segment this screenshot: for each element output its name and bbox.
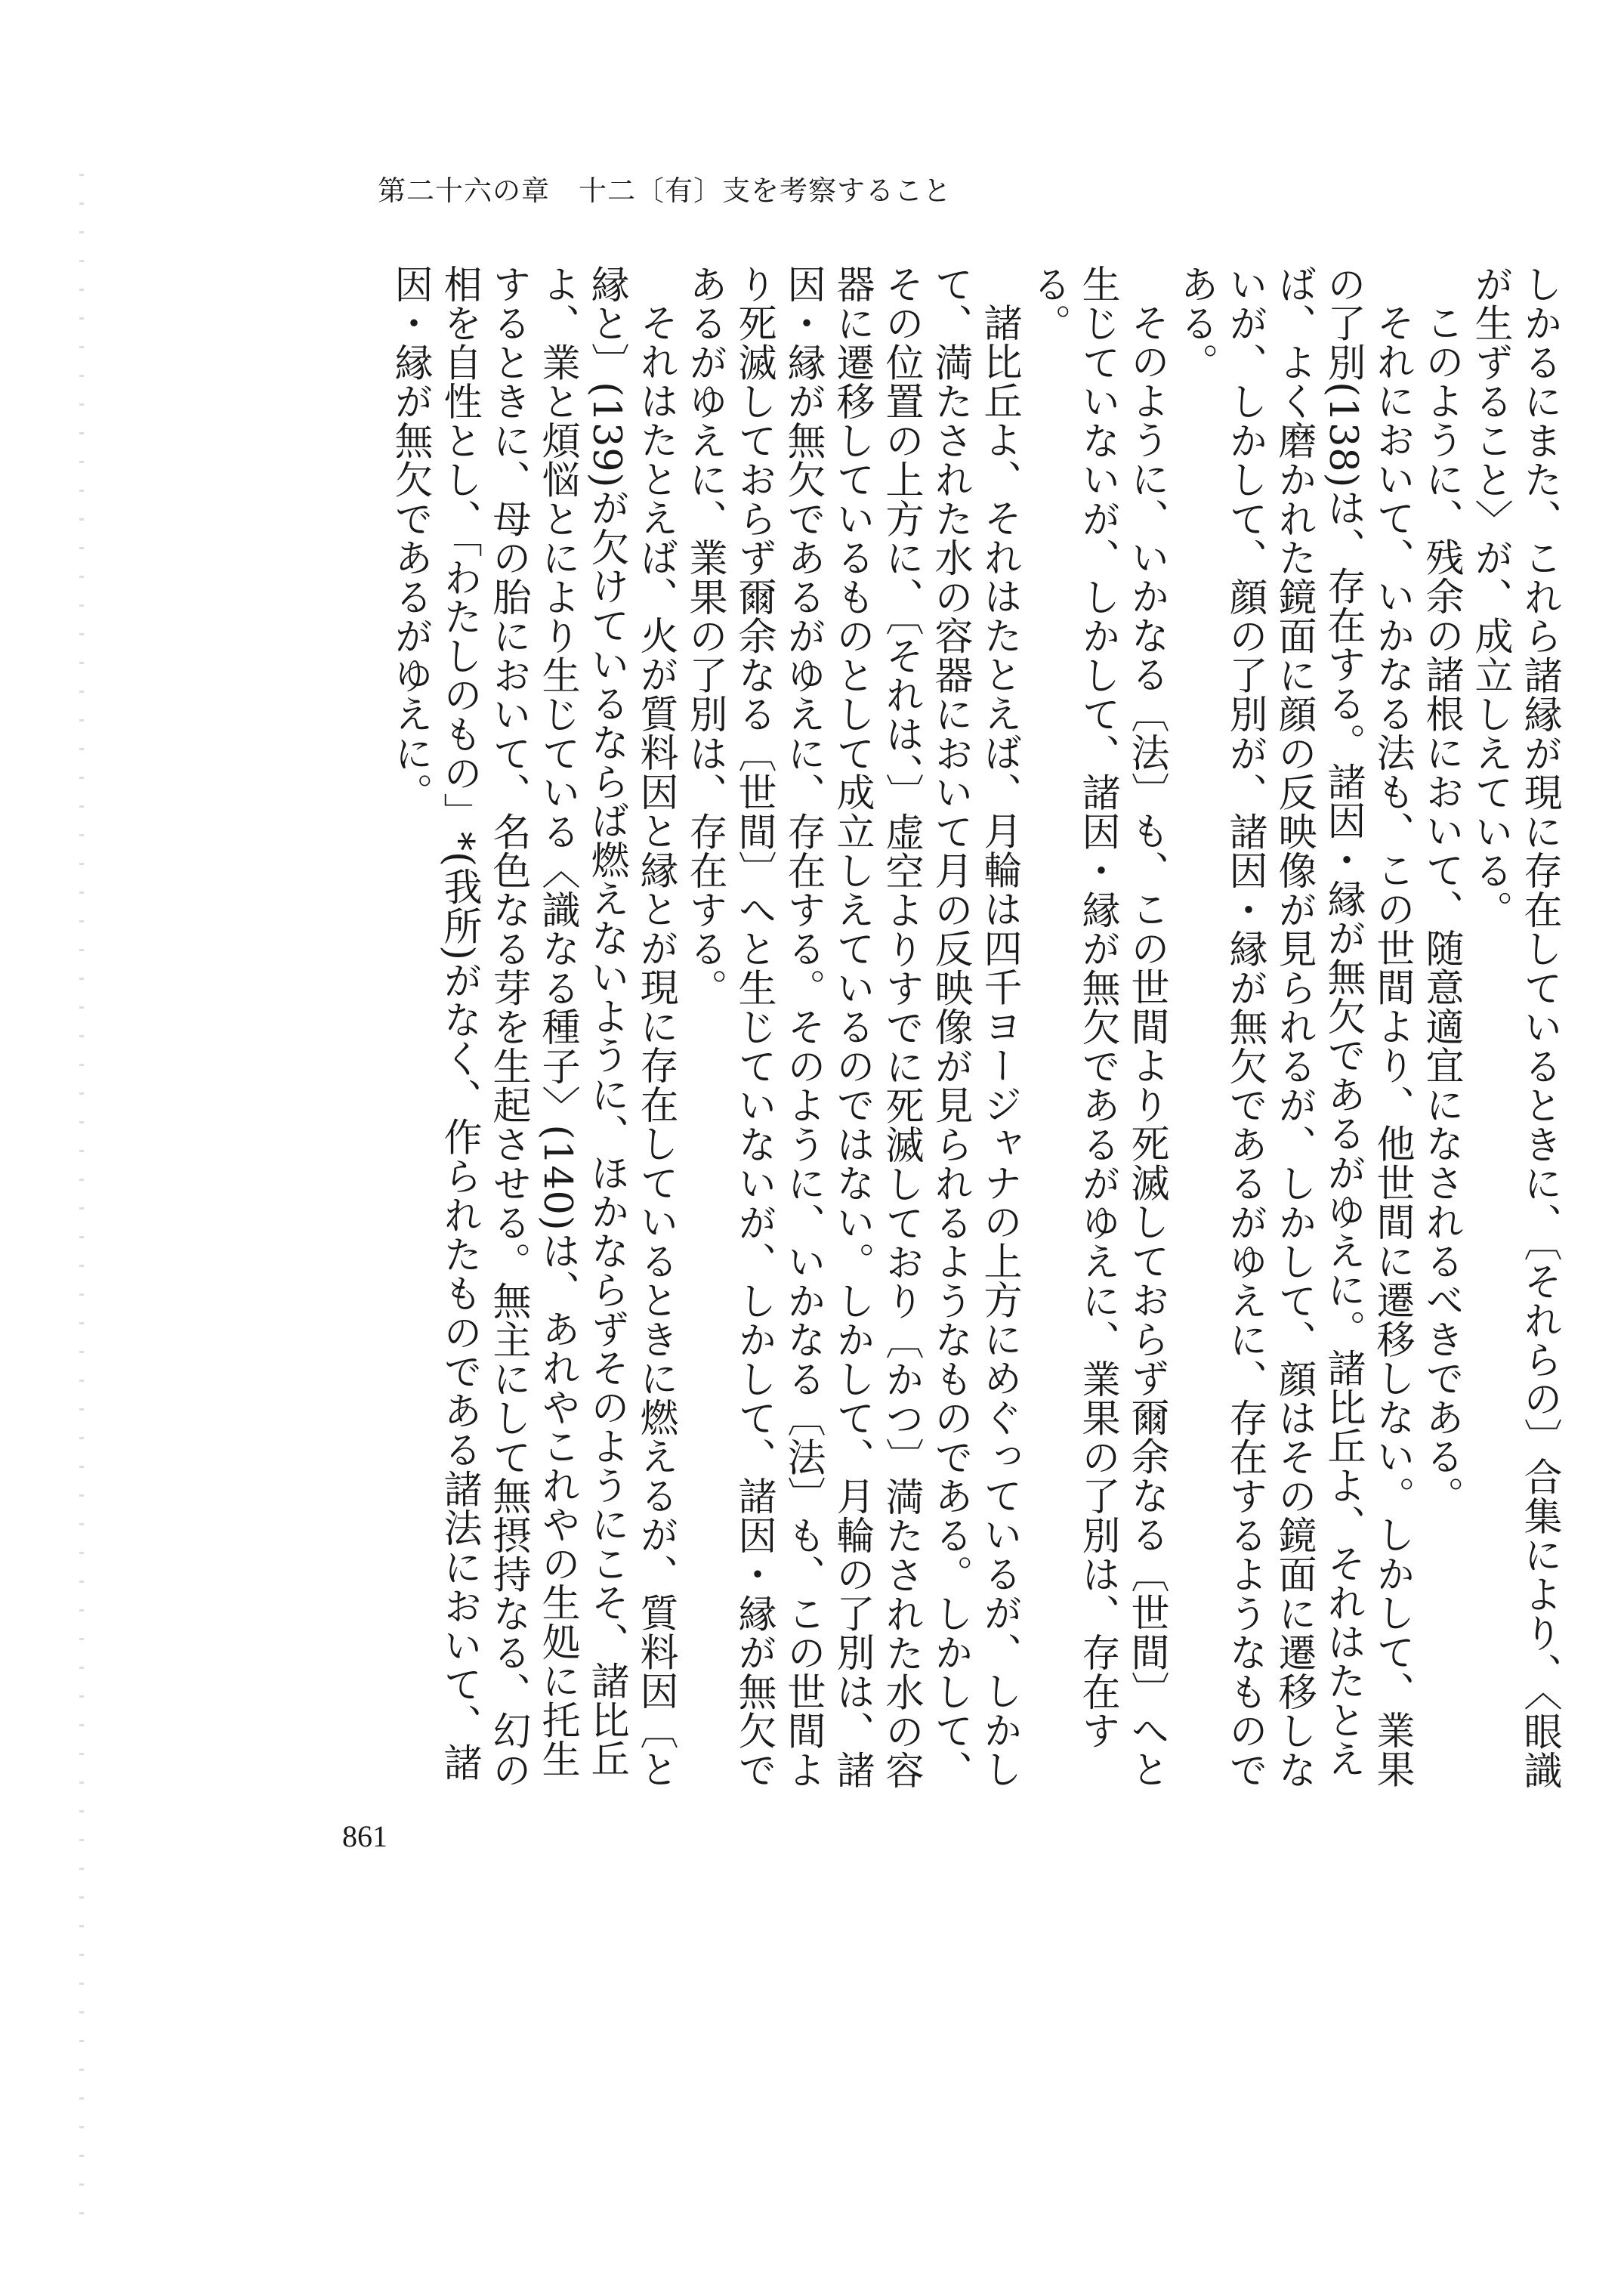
running-head: 第二十六の章 十二〔有〕支を考察すること [378,175,952,207]
page-number: 861 [342,1819,387,1853]
paragraph-5: 諸比丘よ、それはたとえば、月輪は四千ヨージャナの上方にめぐっているが、しかして、満たされた水の容器において月の反映像が見られるようなものである。しかして、その位置の上方に、〔それは、〕虚空よりすでに死滅しており〔かつ〕満たされた水の容器に遷移しているものとして成立しえているのではない。しかして、月輪の了別は、諸因・縁が無欠であるがゆえに、存在する。そのように、いかなる〔法〕も、この世間より死滅しておらず爾余なる〔世間〕へと生じていないが、しかして、諸因・縁が無欠であるがゆえに、業果の了別は、存在する。 [682,264,1021,1790]
paragraph-6: それはたとえば、火が質料因と縁とが現に存在しているときに燃えるが、質料因〔と縁と〕(139)が欠けているならば燃えないように、ほかならずそのようにこそ、諸比丘よ、業と煩悩とにより生じている〈識なる種子〉(140)は、あれやこれやの生処に托生するときに、母の胎において、名色なる芽を生起させる。無主にして無摂持なる、幻の相を自性とし、「わたしのもの」*(我所)がなく、作られたものである諸法において、諸因・縁が無欠であるがゆえに。 [387,264,678,1790]
paragraph-3: それにおいて、いかなる法も、この世間より、他世間に遷移しない。しかして、業果の了別(138)は、存在する。諸因・縁が無欠であるがゆえに。諸比丘よ、それはたとえば、よく磨かれた鏡面に顔の反映像が見られるが、しかして、顔はその鏡面に遷移しないが、しかして、顔の了別が、諸因・縁が無欠であるがゆえに、存在するようなものである。 [1173,264,1414,1790]
paragraph-4: そのように、いかなる〔法〕も、この世間より死滅しておらず爾余なる〔世間〕へと生じていないが、しかして、諸因・縁が無欠であるがゆえに、業果の了別は、存在する。 [1026,264,1169,1789]
paragraph-2: このように、残余の諸根において、随意適宜になされるべきである。 [1419,303,1463,1516]
main-text-vertical [321,264,1564,1806]
paragraph-1: しかるにまた、これら諸縁が現に存在しているときに、〔それらの〕合集により、〈眼識が生ずること〉が、成立しえている。 [1468,264,1561,1790]
scan-margin-artifact [79,174,84,2229]
